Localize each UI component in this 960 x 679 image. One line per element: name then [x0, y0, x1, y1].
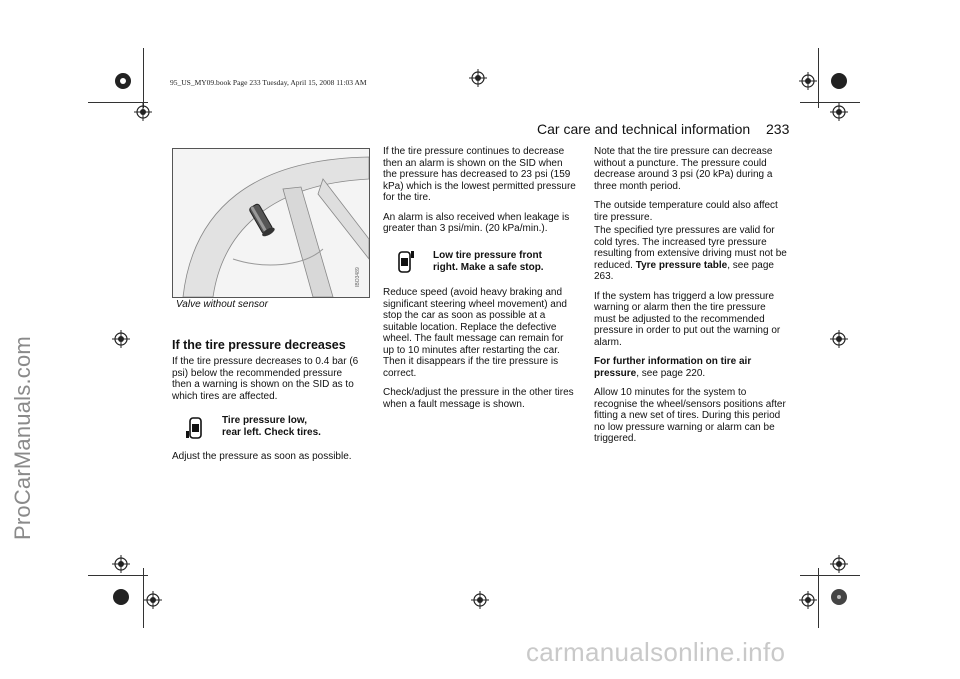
crosshair-icon: [112, 555, 130, 573]
crosshair-icon: [469, 69, 487, 87]
message-line: Low tire pressure front: [433, 250, 542, 261]
crosshair-icon: [799, 72, 817, 90]
paragraph: An alarm is also received when leakage is greater than 3 psi/min. (20 kPa/min.).: [383, 211, 570, 234]
crosshair-icon: [830, 330, 848, 348]
right-column: [594, 146, 790, 453]
section-heading: If the tire pressure decreases: [172, 338, 346, 352]
paragraph: Adjust the pressure as soon as possible.: [172, 451, 352, 462]
sid-message-rear-left: [222, 415, 321, 438]
paragraph: If the tire pressure decreases to 0.4 bar (6 psi) below the recommended pressure then a warning is shown on the SID as to which tires are affected.: [172, 356, 359, 402]
valve-photo: [172, 148, 370, 298]
watermark-bottom[interactable]: carmanualsonline.info: [526, 637, 786, 667]
link-tire-air-pressure[interactable]: For further information on tire air pressure: [594, 356, 752, 379]
message-line: Tire pressure low,: [222, 415, 308, 426]
message-line: right. Make a safe stop.: [433, 261, 544, 273]
message-line: rear left. Check tires.: [222, 426, 321, 438]
figure-caption: Valve without sensor: [176, 299, 268, 310]
crosshair-icon: [471, 591, 489, 609]
registration-mark-icon: [830, 72, 848, 90]
car-warning-icon: [185, 415, 203, 441]
paragraph: The outside temperature could also affect tire pressure.: [594, 200, 778, 223]
crosshair-icon: [830, 103, 848, 121]
paragraph: If the system has triggerd a low pressure warning or alarm then the tire pressure must be adjusted to the recommended pressure in order to put out the warning or alarm.: [594, 290, 781, 348]
middle-column-lower: [383, 287, 576, 418]
book-info: 95_US_MY09.book Page 233 Tuesday, April 15, 2008 11:03 AM: [170, 78, 367, 87]
crosshair-icon: [144, 591, 162, 609]
figure-code: IBO3489: [355, 267, 361, 287]
registration-mark-icon: [830, 588, 848, 606]
crosshair-icon: [799, 591, 817, 609]
paragraph: Allow 10 minutes for the system to recognise the wheel/sensors positions after fitting a new set of tires. During this period no low pressure warning or alarm can be triggered.: [594, 387, 786, 444]
middle-column: [383, 146, 576, 243]
left-para-1: [172, 356, 362, 410]
registration-mark-icon: [114, 72, 132, 90]
car-warning-icon: [396, 249, 414, 275]
paragraph: Check/adjust the pressure in the other tires when a fault message is shown.: [383, 387, 574, 410]
paragraph: Note that the tire pressure can decrease without a puncture. The pressure could decrease around 3 psi (20 kPa) during a three month period.: [594, 146, 773, 192]
paragraph: For further information on tire air pressure, see page 220.: [594, 356, 752, 379]
crosshair-icon: [112, 330, 130, 348]
crosshair-icon: [830, 555, 848, 573]
page-number: 233: [766, 121, 790, 137]
section-title: Car care and technical information: [537, 121, 751, 137]
crosshair-icon: [134, 103, 152, 121]
paragraph: Reduce speed (avoid heavy braking and significant steering wheel movement) and stop the car as soon as possible at a suitable location. Replace the defective wheel. The fault message can remain for up to 10 minutes after restarting the car. Then it disappears if the tire pressure is correct.: [383, 287, 567, 379]
sid-message-front-right: [433, 250, 544, 273]
paragraph: If the tire pressure continues to decrease then an alarm is shown on the SID when the pressure has decreased to 23 psi (159 kPa) which is the lowest permitted pressure for the tire.: [383, 146, 576, 203]
paragraph: The specified tyre pressures are valid for cold tyres. The increased tyre pressure resulting from extensive driving must not be reduced. Tyre pressure table, see page 263.: [594, 225, 787, 282]
registration-mark-icon: [112, 588, 130, 606]
watermark-left: ProCarManuals.com: [10, 336, 35, 540]
left-para-2: [172, 451, 362, 471]
link-tyre-pressure-table[interactable]: Tyre pressure table: [635, 259, 728, 271]
